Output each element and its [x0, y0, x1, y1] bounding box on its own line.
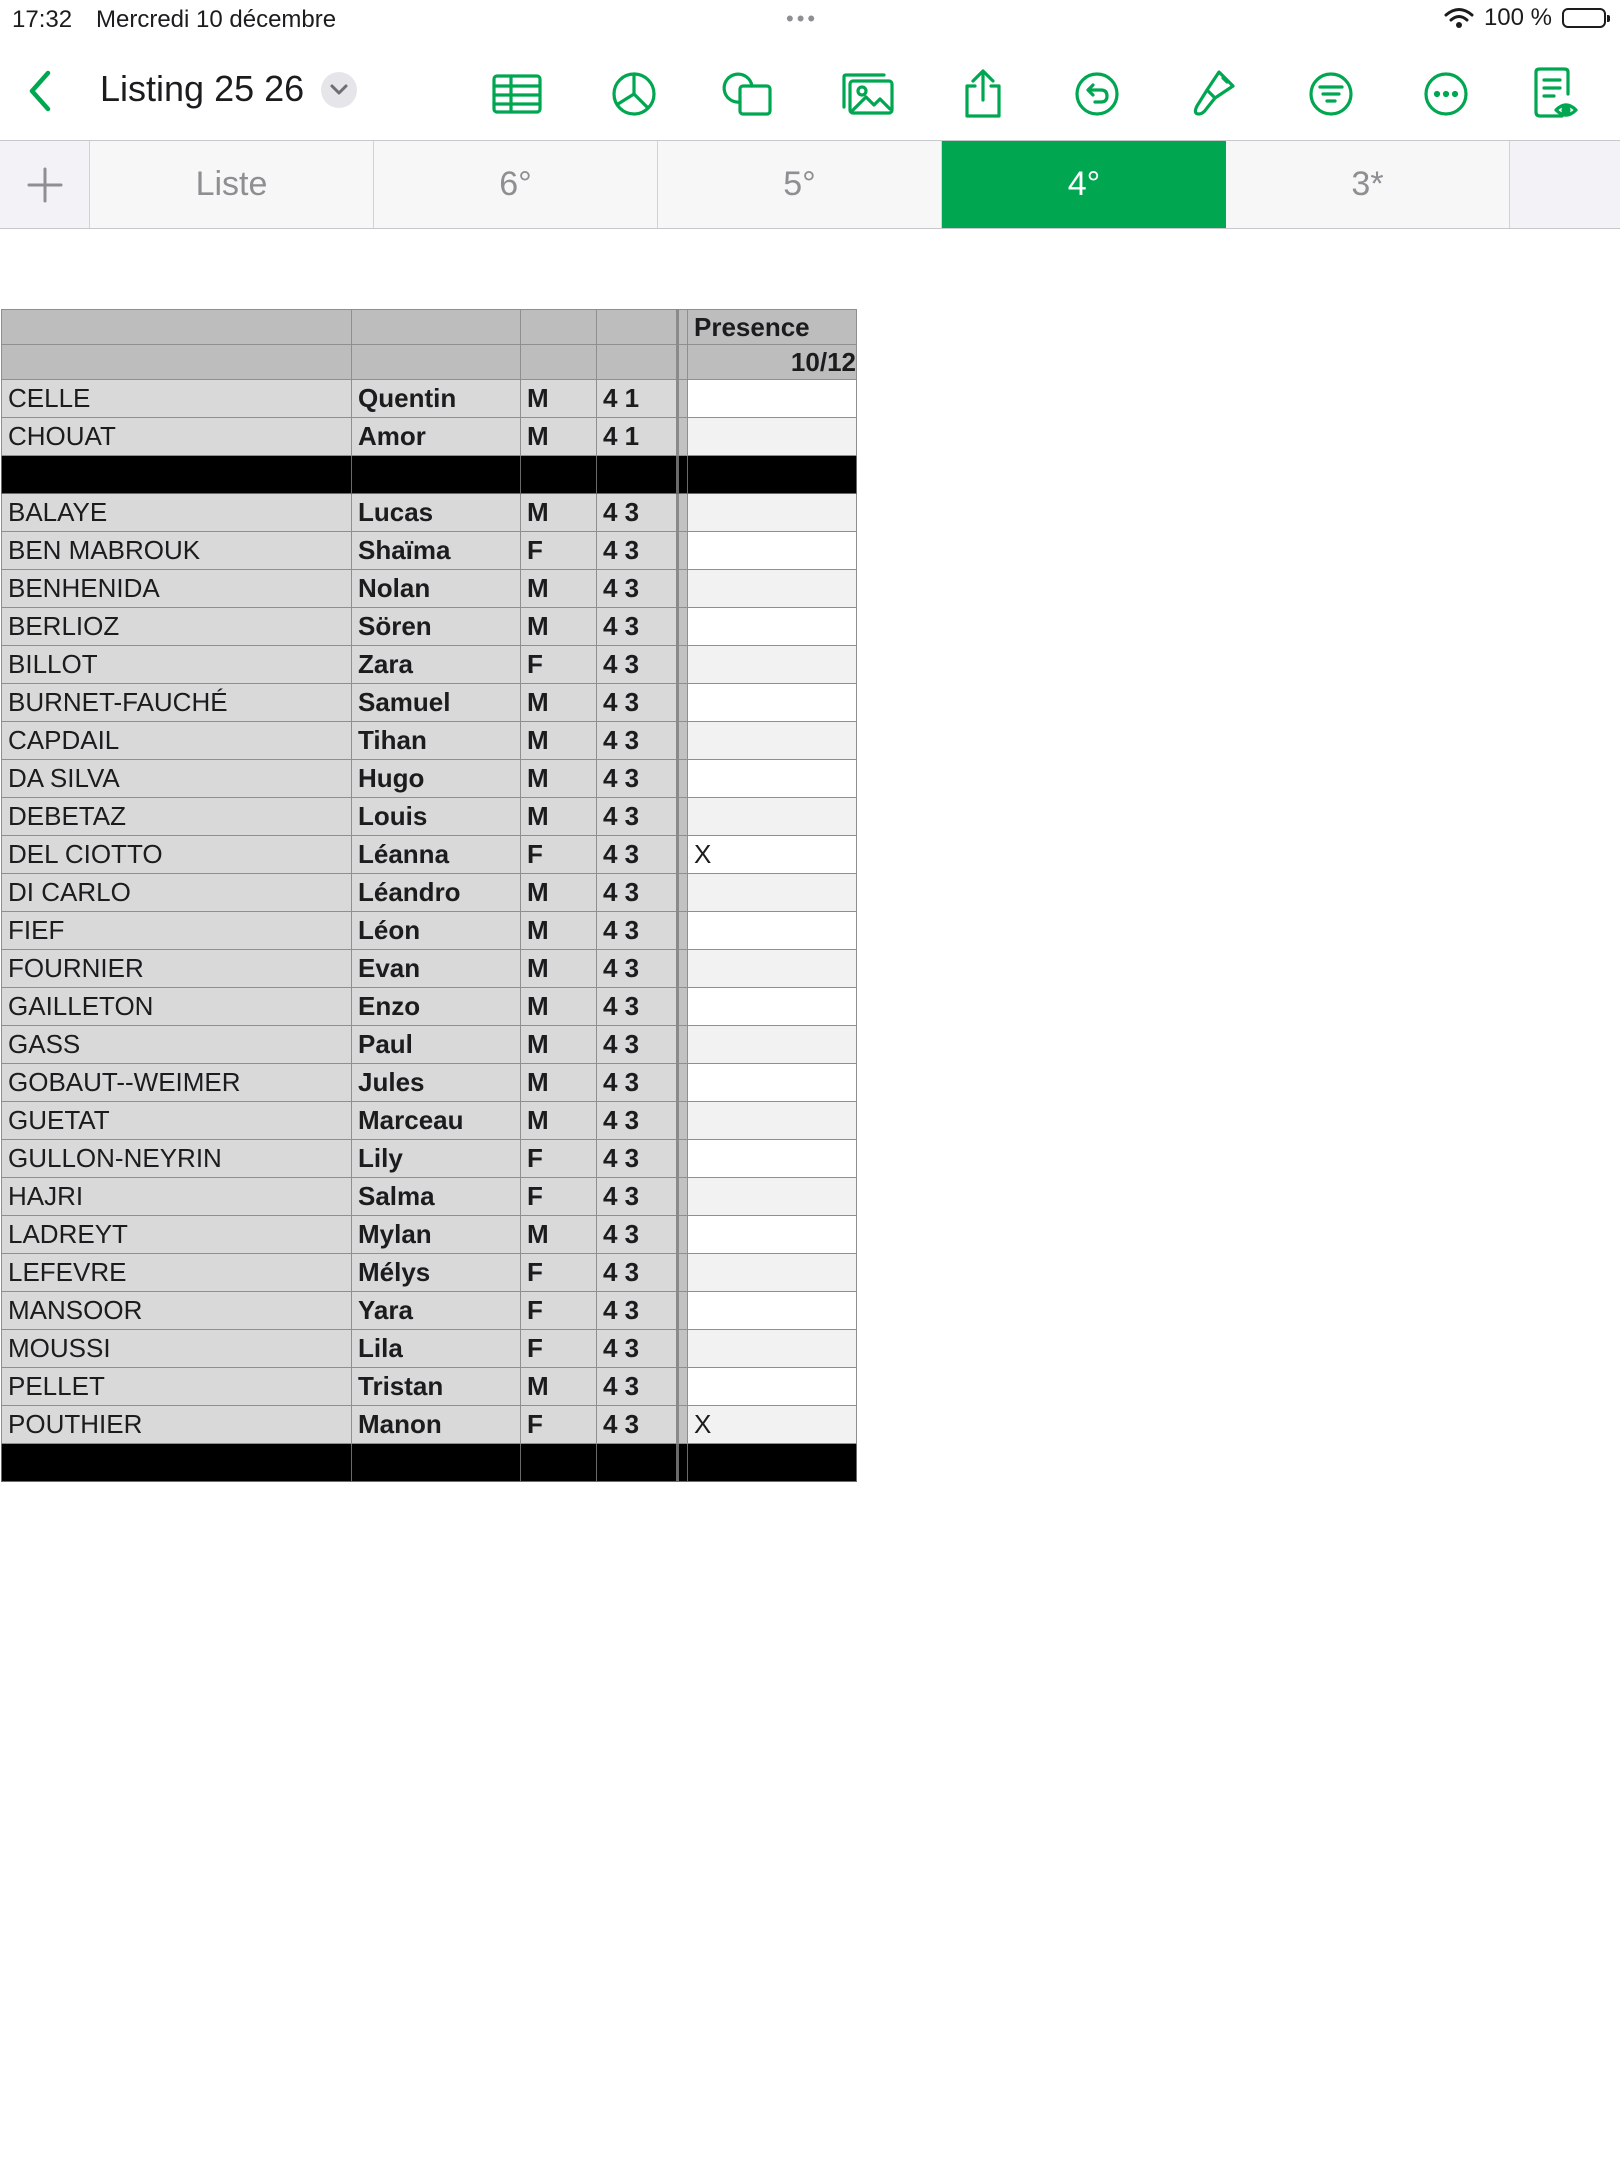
first-name-cell[interactable]: Samuel — [352, 684, 521, 722]
sex-cell[interactable]: M — [521, 684, 597, 722]
separator-cell[interactable] — [678, 1444, 688, 1482]
separator-cell[interactable] — [678, 722, 688, 760]
table-row — [2, 570, 857, 608]
table-row — [2, 836, 857, 874]
separator-row — [2, 456, 857, 494]
share-icon — [961, 68, 1005, 120]
presence-cell[interactable] — [688, 912, 857, 950]
last-name-cell[interactable]: BURNET-FAUCHÉ — [2, 684, 352, 722]
status-bar — [0, 0, 1620, 40]
presence-cell[interactable]: X — [688, 1406, 857, 1444]
sex-cell[interactable]: M — [521, 912, 597, 950]
separator-cell[interactable] — [678, 1406, 688, 1444]
table-row — [2, 1254, 857, 1292]
sex-cell[interactable]: M — [521, 988, 597, 1026]
first-name-cell[interactable]: Marceau — [352, 1102, 521, 1140]
class-cell[interactable]: 4 3 — [597, 1102, 678, 1140]
sex-cell[interactable]: M — [521, 570, 597, 608]
header-cell[interactable] — [678, 310, 688, 345]
separator-cell[interactable] — [678, 1330, 688, 1368]
class-cell[interactable]: 4 3 — [597, 570, 678, 608]
class-cell[interactable]: 4 1 — [597, 418, 678, 456]
last-name-cell[interactable]: DI CARLO — [2, 874, 352, 912]
battery-icon — [1562, 8, 1606, 28]
undo-button[interactable] — [1069, 66, 1125, 122]
table-row — [2, 1292, 857, 1330]
presence-cell[interactable] — [688, 1368, 857, 1406]
first-name-cell[interactable]: Hugo — [352, 760, 521, 798]
sex-cell[interactable]: M — [521, 760, 597, 798]
separator-cell[interactable] — [678, 1216, 688, 1254]
first-name-cell[interactable]: Sören — [352, 608, 521, 646]
sex-cell[interactable]: F — [521, 1292, 597, 1330]
first-name-cell[interactable]: Léandro — [352, 874, 521, 912]
first-name-cell[interactable]: Lily — [352, 1140, 521, 1178]
back-button[interactable] — [18, 66, 62, 116]
sex-cell[interactable]: M — [521, 1102, 597, 1140]
sex-cell[interactable] — [521, 456, 597, 494]
table-row — [2, 1368, 857, 1406]
first-name-cell[interactable]: Yara — [352, 1292, 521, 1330]
last-name-cell[interactable]: MANSOOR — [2, 1292, 352, 1330]
presence-cell[interactable] — [688, 608, 857, 646]
table-row — [2, 380, 857, 418]
tab-4e[interactable]: 4° — [942, 141, 1226, 228]
sex-cell[interactable]: M — [521, 798, 597, 836]
header-cell[interactable] — [678, 345, 688, 380]
table-row — [2, 1102, 857, 1140]
class-cell[interactable]: 4 3 — [597, 950, 678, 988]
class-cell[interactable]: 4 1 — [597, 380, 678, 418]
sex-cell[interactable]: F — [521, 1406, 597, 1444]
table-row — [2, 418, 857, 456]
last-name-cell[interactable]: CHOUAT — [2, 418, 352, 456]
table-row — [2, 798, 857, 836]
first-name-cell[interactable] — [352, 456, 521, 494]
sheet-tabs — [0, 140, 1620, 229]
separator-cell[interactable] — [678, 798, 688, 836]
last-name-cell[interactable]: CAPDAIL — [2, 722, 352, 760]
last-name-cell[interactable]: BENHENIDA — [2, 570, 352, 608]
presence-cell[interactable] — [688, 1178, 857, 1216]
more-button[interactable] — [1418, 66, 1474, 122]
filter-icon — [1307, 70, 1355, 118]
presence-cell[interactable] — [688, 1026, 857, 1064]
sex-cell[interactable]: M — [521, 1026, 597, 1064]
presence-cell[interactable] — [688, 646, 857, 684]
class-cell[interactable]: 4 3 — [597, 874, 678, 912]
last-name-cell[interactable]: GUETAT — [2, 1102, 352, 1140]
presence-cell[interactable] — [688, 456, 857, 494]
sex-cell[interactable]: F — [521, 1330, 597, 1368]
first-name-cell[interactable]: Salma — [352, 1178, 521, 1216]
presence-cell[interactable] — [688, 1292, 857, 1330]
presence-cell[interactable]: X — [688, 836, 857, 874]
class-cell[interactable]: 4 3 — [597, 1254, 678, 1292]
presence-cell[interactable] — [688, 380, 857, 418]
class-cell[interactable]: 4 3 — [597, 1406, 678, 1444]
table-row — [2, 646, 857, 684]
first-name-cell[interactable]: Tihan — [352, 722, 521, 760]
multitasking-dots[interactable]: ••• — [786, 6, 819, 31]
last-name-cell[interactable]: GASS — [2, 1026, 352, 1064]
table-row — [2, 912, 857, 950]
insert-shape-button[interactable] — [720, 66, 776, 122]
presence-cell[interactable] — [688, 798, 857, 836]
status-time: 17:32 — [12, 6, 73, 33]
sex-cell[interactable]: M — [521, 608, 597, 646]
header-cell[interactable] — [521, 345, 597, 380]
last-name-cell[interactable]: DEL CIOTTO — [2, 836, 352, 874]
last-name-cell[interactable]: BALAYE — [2, 494, 352, 532]
sex-cell[interactable] — [521, 1444, 597, 1482]
header-cell[interactable] — [2, 310, 352, 345]
sex-cell[interactable]: M — [521, 1064, 597, 1102]
presence-cell[interactable] — [688, 988, 857, 1026]
separator-cell[interactable] — [678, 1102, 688, 1140]
table-row — [2, 684, 857, 722]
presence-cell[interactable] — [688, 1102, 857, 1140]
first-name-cell[interactable]: Mylan — [352, 1216, 521, 1254]
tab-5e[interactable]: 5° — [658, 141, 942, 228]
separator-cell[interactable] — [678, 494, 688, 532]
class-cell[interactable]: 4 3 — [597, 988, 678, 1026]
separator-cell[interactable] — [678, 1064, 688, 1102]
table-icon — [491, 72, 543, 116]
class-cell[interactable]: 4 3 — [597, 494, 678, 532]
header-cell[interactable] — [597, 310, 678, 345]
class-cell[interactable]: 4 3 — [597, 1292, 678, 1330]
class-cell[interactable]: 4 3 — [597, 912, 678, 950]
format-brush-icon — [1189, 68, 1237, 120]
presence-cell[interactable] — [688, 494, 857, 532]
presence-cell[interactable] — [688, 1254, 857, 1292]
class-cell[interactable]: 4 3 — [597, 798, 678, 836]
sex-cell[interactable]: F — [521, 532, 597, 570]
first-name-cell[interactable]: Nolan — [352, 570, 521, 608]
first-name-cell[interactable]: Shaïma — [352, 532, 521, 570]
status-indicators — [1444, 4, 1606, 32]
separator-cell[interactable] — [678, 684, 688, 722]
presence-cell[interactable] — [688, 1064, 857, 1102]
first-name-cell[interactable]: Léanna — [352, 836, 521, 874]
separator-cell[interactable] — [678, 988, 688, 1026]
presence-cell[interactable] — [688, 874, 857, 912]
table-row — [2, 722, 857, 760]
class-cell[interactable]: 4 3 — [597, 1140, 678, 1178]
separator-cell[interactable] — [678, 532, 688, 570]
table-row — [2, 1178, 857, 1216]
separator-row — [2, 1444, 857, 1482]
first-name-cell[interactable]: Louis — [352, 798, 521, 836]
class-cell[interactable]: 4 3 — [597, 836, 678, 874]
header-cell[interactable] — [597, 345, 678, 380]
last-name-cell[interactable]: FIEF — [2, 912, 352, 950]
chevron-down-icon — [329, 83, 349, 97]
first-name-cell[interactable]: Lila — [352, 1330, 521, 1368]
last-name-cell[interactable]: BERLIOZ — [2, 608, 352, 646]
first-name-cell[interactable]: Enzo — [352, 988, 521, 1026]
more-icon — [1422, 70, 1470, 118]
last-name-cell[interactable]: BILLOT — [2, 646, 352, 684]
first-name-cell[interactable]: Amor — [352, 418, 521, 456]
plus-icon — [26, 166, 64, 204]
class-cell[interactable]: 4 3 — [597, 1368, 678, 1406]
separator-cell[interactable] — [678, 418, 688, 456]
sex-cell[interactable]: F — [521, 1254, 597, 1292]
first-name-cell[interactable]: Mélys — [352, 1254, 521, 1292]
shape-icon — [722, 70, 774, 118]
first-name-cell[interactable]: Lucas — [352, 494, 521, 532]
sex-cell[interactable]: F — [521, 836, 597, 874]
insert-media-button[interactable] — [840, 66, 896, 122]
header-row-2 — [2, 345, 857, 380]
last-name-cell[interactable]: CELLE — [2, 380, 352, 418]
class-cell[interactable]: 4 3 — [597, 760, 678, 798]
separator-cell[interactable] — [678, 380, 688, 418]
separator-cell[interactable] — [678, 836, 688, 874]
tab-3e[interactable]: 3* — [1226, 141, 1510, 228]
battery-percent: 100 % — [1483, 4, 1552, 31]
presence-cell[interactable] — [688, 1140, 857, 1178]
header-cell[interactable] — [352, 310, 521, 345]
share-button[interactable] — [955, 66, 1011, 122]
sex-cell[interactable]: F — [521, 1178, 597, 1216]
presence-cell[interactable] — [688, 418, 857, 456]
header-cell[interactable] — [2, 345, 352, 380]
first-name-cell[interactable]: Evan — [352, 950, 521, 988]
table-row — [2, 532, 857, 570]
chart-icon — [610, 70, 658, 118]
first-name-cell[interactable]: Léon — [352, 912, 521, 950]
table-row — [2, 760, 857, 798]
separator-cell[interactable] — [678, 950, 688, 988]
class-cell[interactable]: 4 3 — [597, 1064, 678, 1102]
separator-cell[interactable] — [678, 874, 688, 912]
first-name-cell[interactable]: Tristan — [352, 1368, 521, 1406]
first-name-cell[interactable]: Zara — [352, 646, 521, 684]
separator-cell[interactable] — [678, 1026, 688, 1064]
presence-cell[interactable] — [688, 1330, 857, 1368]
title-menu-button[interactable] — [321, 72, 357, 108]
separator-cell[interactable] — [678, 760, 688, 798]
last-name-cell[interactable]: POUTHIER — [2, 1406, 352, 1444]
sex-cell[interactable]: F — [521, 646, 597, 684]
class-cell[interactable]: 4 3 — [597, 1178, 678, 1216]
class-cell[interactable]: 4 3 — [597, 684, 678, 722]
table-row — [2, 1406, 857, 1444]
header-cell[interactable] — [352, 345, 521, 380]
sex-cell[interactable]: M — [521, 494, 597, 532]
tab-6e[interactable]: 6° — [374, 141, 658, 228]
last-name-cell[interactable]: GAILLETON — [2, 988, 352, 1026]
table-row — [2, 1026, 857, 1064]
status-date: Mercredi 10 décembre — [96, 6, 337, 33]
separator-cell[interactable] — [678, 1178, 688, 1216]
separator-cell[interactable] — [678, 1292, 688, 1330]
class-cell[interactable] — [597, 1444, 678, 1482]
class-cell[interactable]: 4 3 — [597, 1330, 678, 1368]
last-name-cell[interactable] — [2, 1444, 352, 1482]
tab-liste[interactable]: Liste — [90, 141, 374, 228]
first-name-cell[interactable]: Manon — [352, 1406, 521, 1444]
presence-cell[interactable] — [688, 570, 857, 608]
class-cell[interactable]: 4 3 — [597, 1216, 678, 1254]
last-name-cell[interactable] — [2, 456, 352, 494]
last-name-cell[interactable]: DEBETAZ — [2, 798, 352, 836]
organize-button[interactable] — [1303, 66, 1359, 122]
add-sheet-button[interactable] — [0, 141, 90, 228]
last-name-cell[interactable]: LEFEVRE — [2, 1254, 352, 1292]
separator-cell[interactable] — [678, 1254, 688, 1292]
chevron-left-icon — [26, 69, 54, 113]
sex-cell[interactable]: M — [521, 874, 597, 912]
sex-cell[interactable]: M — [521, 950, 597, 988]
presence-cell[interactable] — [688, 684, 857, 722]
presence-date-cell[interactable]: 10/12 — [688, 345, 857, 380]
wifi-icon — [1444, 7, 1474, 29]
last-name-cell[interactable]: FOURNIER — [2, 950, 352, 988]
table-row — [2, 1064, 857, 1102]
class-cell[interactable]: 4 3 — [597, 608, 678, 646]
class-cell[interactable] — [597, 456, 678, 494]
insert-chart-button[interactable] — [606, 66, 662, 122]
separator-cell[interactable] — [678, 912, 688, 950]
header-cell[interactable] — [521, 310, 597, 345]
table-row — [2, 1330, 857, 1368]
separator-cell[interactable] — [678, 1140, 688, 1178]
last-name-cell[interactable]: LADREYT — [2, 1216, 352, 1254]
last-name-cell[interactable]: GULLON-NEYRIN — [2, 1140, 352, 1178]
class-cell[interactable]: 4 3 — [597, 722, 678, 760]
sex-cell[interactable]: F — [521, 1140, 597, 1178]
presence-cell[interactable] — [688, 760, 857, 798]
sex-cell[interactable]: M — [521, 418, 597, 456]
undo-icon — [1073, 70, 1121, 118]
first-name-cell[interactable]: Quentin — [352, 380, 521, 418]
last-name-cell[interactable]: PELLET — [2, 1368, 352, 1406]
sex-cell[interactable]: M — [521, 1368, 597, 1406]
sex-cell[interactable]: M — [521, 722, 597, 760]
presence-cell[interactable] — [688, 532, 857, 570]
table-row — [2, 608, 857, 646]
table-row — [2, 874, 857, 912]
separator-cell[interactable] — [678, 570, 688, 608]
sex-cell[interactable]: M — [521, 1216, 597, 1254]
document-title[interactable]: Listing 25 26 — [100, 68, 305, 109]
presence-cell[interactable] — [688, 722, 857, 760]
presence-header-cell[interactable]: Presence — [688, 310, 857, 345]
last-name-cell[interactable]: BEN MABROUK — [2, 532, 352, 570]
table-row — [2, 494, 857, 532]
presence-cell[interactable] — [688, 950, 857, 988]
separator-cell[interactable] — [678, 1368, 688, 1406]
insert-table-button[interactable] — [489, 66, 545, 122]
sex-cell[interactable]: M — [521, 380, 597, 418]
table-row — [2, 1216, 857, 1254]
first-name-cell[interactable]: Jules — [352, 1064, 521, 1102]
media-icon — [840, 71, 896, 117]
table-row — [2, 950, 857, 988]
last-name-cell[interactable]: HAJRI — [2, 1178, 352, 1216]
table-row — [2, 1140, 857, 1178]
presence-cell[interactable] — [688, 1216, 857, 1254]
first-name-cell[interactable]: Paul — [352, 1026, 521, 1064]
header-row-1 — [2, 310, 857, 345]
last-name-cell[interactable]: DA SILVA — [2, 760, 352, 798]
class-cell[interactable]: 4 3 — [597, 646, 678, 684]
separator-cell[interactable] — [678, 646, 688, 684]
separator-cell[interactable] — [678, 608, 688, 646]
format-button[interactable] — [1185, 66, 1241, 122]
separator-cell[interactable] — [678, 456, 688, 494]
reader-view-icon — [1532, 66, 1580, 122]
presence-cell[interactable] — [688, 1444, 857, 1482]
toolbar — [0, 50, 1620, 132]
class-cell[interactable]: 4 3 — [597, 1026, 678, 1064]
class-cell[interactable]: 4 3 — [597, 532, 678, 570]
last-name-cell[interactable]: GOBAUT--WEIMER — [2, 1064, 352, 1102]
student-table — [1, 309, 857, 1482]
table-row — [2, 988, 857, 1026]
first-name-cell[interactable] — [352, 1444, 521, 1482]
last-name-cell[interactable]: MOUSSI — [2, 1330, 352, 1368]
reader-view-button[interactable] — [1528, 66, 1584, 122]
